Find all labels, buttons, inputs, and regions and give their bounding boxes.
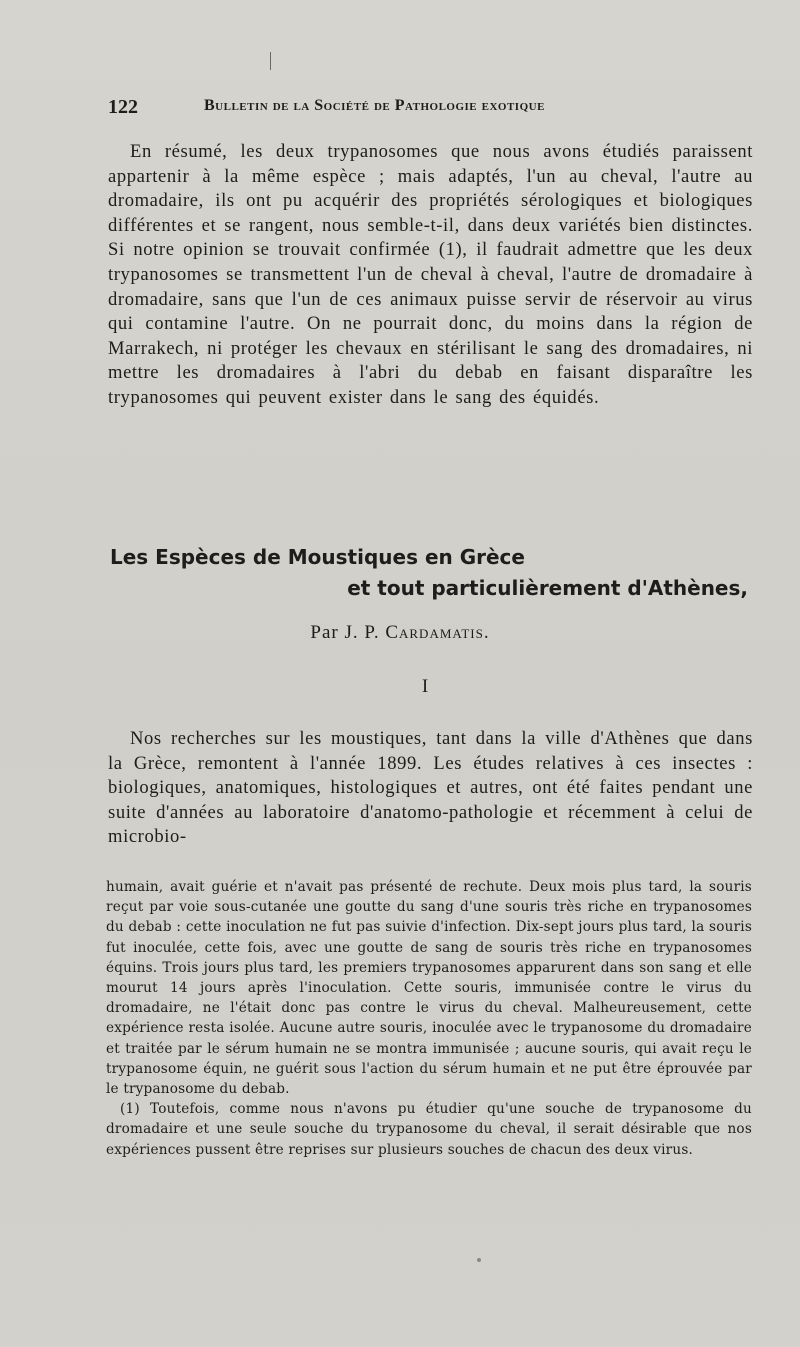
byline-author: Cardamatis. [385, 622, 490, 643]
byline-prefix: Par J. P. [310, 622, 380, 643]
footnote-1: (1) Toutefois, comme nous n'avons pu étudier qu'une souche de trypanosome du dromadaire et une seule souche du trypanosome du cheval, il serait désirable que nos expériences pussent être reprises sur plusieurs souches de chacun des deux virus. [106, 1101, 752, 1158]
footnote-continuation: humain, avait guérie et n'avait pas présenté de rechute. Deux mois plus tard, la souris reçut par voie sous-cutanée une goutte du sang d'une souris très riche en trypanosomes du debab : cette inoculation ne fut pas suivie d'infection. Dix-sept jours plus tard, la souris fut inoculée, cette fois, avec une goutte de sang de souris très riche en trypanosomes équins. Trois jours plus tard, les premiers trypanosomes apparurent dans son sang et elle mourut 14 jours après l'inoculation. Cette souris, immunisée contre le virus du dromadaire, ne l'était donc pas contre le virus du cheval. Malheureusement, cette expérience resta isolée. Aucune autre souris, inoculée avec le trypanosome du dromadaire et traitée par le sérum humain ne se montra immunisée ; aucune souris, qui avait reçu le trypanosome équin, ne guérit sous l'action du sérum humain et ne put être éprouvée par le trypanosome du debab. [106, 879, 752, 1098]
running-head: Bulletin de la Société de Pathologie exotique [204, 97, 545, 114]
paragraph-conclusion: En résumé, les deux trypanosomes que nous avons étudiés paraissent appartenir à la même espèce ; mais adaptés, l'un au cheval, l'autre au dromadaire, ils ont pu acquérir des propriétés sérologiques et biologiques différentes et se rangent, nous semble-t-il, dans deux variétés bien distinctes. Si notre opinion se trouvait confirmée (1), il faudrait admettre que les deux trypanosomes se transmettent l'un de cheval à cheval, l'autre de dromadaire à dromadaire, sans que l'un de ces animaux puisse servir de réservoir au virus qui contamine l'autre. On ne pourrait donc, du moins dans la région de Marrakech, ni protéger les chevaux en stérilisant le sang des dromadaires, ni mettre les dromadaires à l'abri du debab en faisant disparaître les trypanosomes qui peuvent exister dans le sang des équidés. [108, 141, 753, 408]
paragraph-introduction: Nos recherches sur les moustiques, tant dans la ville d'Athènes que dans la Grèce, remontent à l'année 1899. Les études relatives à ces insectes : biologiques, anatomiques, histologiques et autres, ont été faites pendant une suite d'années au laboratoire d'anatomo-pathologie et récemment à celui de microbio- [108, 728, 753, 848]
page-header [108, 96, 748, 120]
title-line-1: Les Espèces de Moustiques en Grèce [110, 545, 525, 569]
article-title [110, 542, 750, 604]
section-number: I [421, 676, 429, 697]
byline [0, 622, 800, 644]
page-number: 122 [108, 96, 138, 118]
print-speck [477, 1258, 481, 1262]
print-mark [270, 52, 271, 70]
title-line-2: et tout particulièrement d'Athènes, [347, 576, 748, 600]
footnotes [106, 877, 752, 1160]
